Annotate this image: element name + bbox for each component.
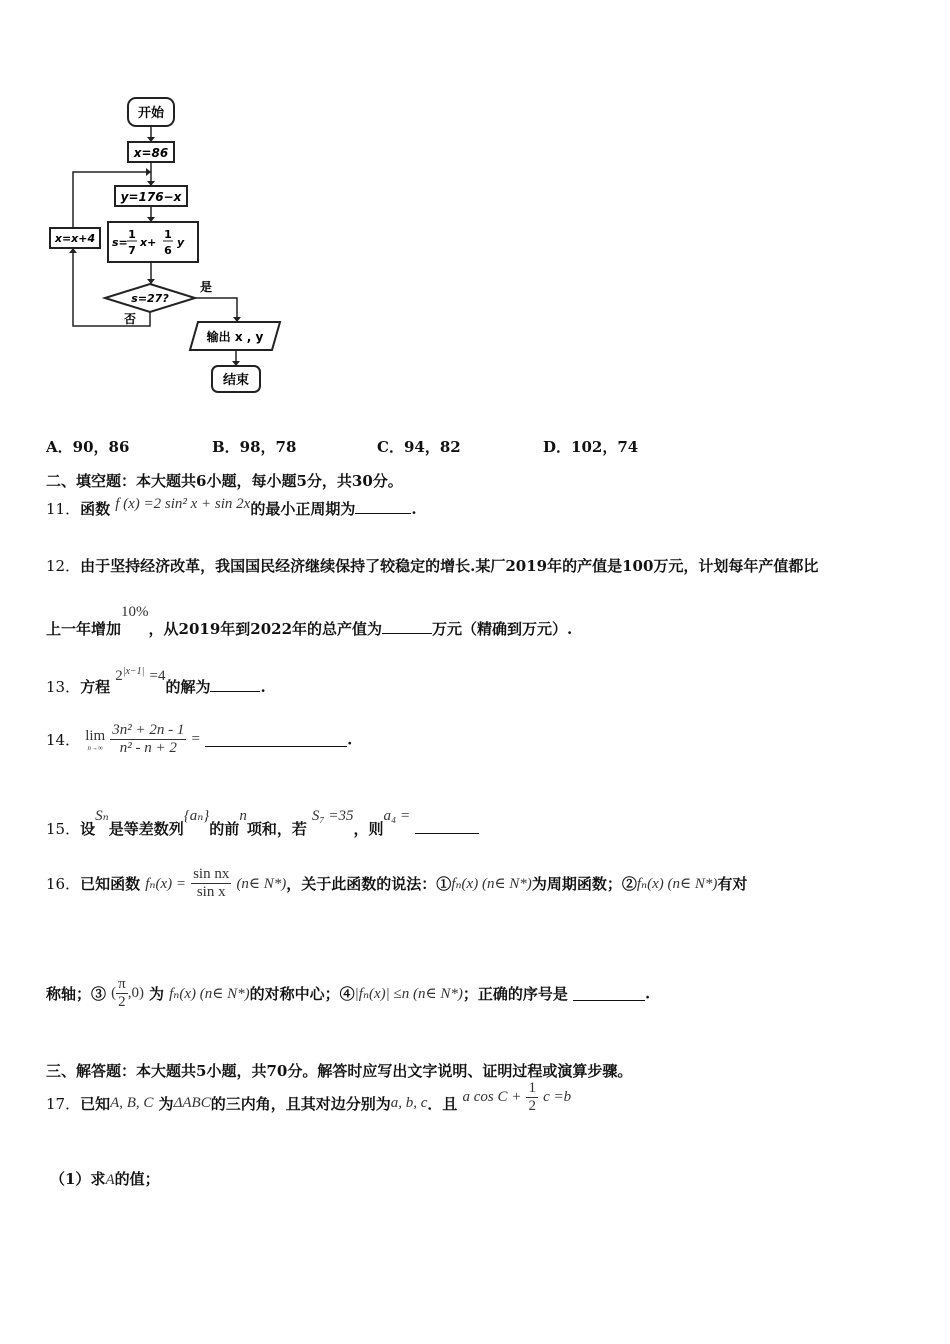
q14-lim: lim — [85, 727, 106, 744]
q16-pt-open: ( — [111, 985, 117, 1001]
q13-pre: 方程 — [80, 678, 111, 696]
q16-s2: fₙ(x) (n∈ N*) — [636, 876, 718, 892]
q17-mid3: ．且 — [427, 1095, 458, 1113]
q16-line2-pre: 称轴；③ — [46, 985, 107, 1003]
question-12-line1 — [46, 555, 818, 576]
choice-a[interactable]: A．90，86 — [46, 438, 130, 456]
choice-b[interactable]: B．98，78 — [212, 438, 297, 456]
flowchart-init-text: x=86 — [133, 146, 169, 160]
q13-post: 的解为 — [165, 678, 211, 696]
q14-denominator: n² - n + 2 — [110, 739, 186, 757]
q13-end: . — [260, 678, 266, 696]
q15-mid1: 是等差数列 — [108, 820, 184, 838]
flowchart-s-tail: y — [177, 236, 185, 249]
flowchart-s-frac1-den: 7 — [128, 244, 136, 257]
q16-point-fraction — [116, 976, 128, 1011]
q13-base: 2 — [115, 668, 123, 684]
q14-numerator: 3n² + 2n - 1 — [112, 722, 185, 738]
section2-heading: 二、填空题：本大题共6小题，每小题5分，共30分。 — [46, 472, 403, 490]
q17-pre: 已知 — [80, 1095, 111, 1113]
q13-eq: =4 — [149, 668, 166, 684]
q17-part1-post: 的值； — [114, 1170, 160, 1188]
flowchart-s-prefix: s= — [112, 236, 128, 249]
q17-sides: a, b, c — [390, 1095, 428, 1111]
q17-abc: A, B, C — [110, 1095, 154, 1111]
q15-pre: 设 — [80, 820, 96, 838]
q16-fraction — [191, 866, 231, 901]
q15-an: {aₙ} — [183, 808, 210, 824]
question-11 — [46, 498, 417, 519]
q16-s1: fₙ(x) (n∈ N*) — [451, 876, 532, 892]
q15-n: n — [239, 808, 247, 824]
q17-eq-pre: a cos C + — [462, 1089, 522, 1105]
q17-part1-var: A — [105, 1172, 115, 1188]
q13-blank[interactable] — [210, 677, 260, 692]
q12-percent: 10% — [121, 604, 149, 620]
question-16-line2 — [46, 976, 650, 1011]
q16-mid3: 有对 — [717, 875, 748, 893]
flowchart-output-text: 输出 x , y — [206, 330, 264, 344]
q17-tri: ΔABC — [173, 1095, 211, 1111]
q15-mid4: ，则 — [353, 820, 384, 838]
q11-blank[interactable] — [355, 499, 411, 514]
q16-mid2: 为周期函数；② — [531, 875, 637, 893]
q16-mid4: 为 — [149, 985, 165, 1003]
q15-mid2: 的前 — [209, 820, 240, 838]
q16-f-den: sin x — [191, 883, 231, 901]
flowchart — [40, 90, 310, 400]
choice-c[interactable]: C．94，82 — [377, 438, 461, 456]
q12-line2-mid: ，从2019年到2022年的总产值为 — [148, 620, 383, 638]
flowchart-condition-text: s=27? — [131, 292, 169, 305]
q15-blank[interactable] — [415, 819, 479, 834]
flowchart-yes-label: 是 — [200, 280, 213, 294]
q15-s7: S₇ =35 — [311, 808, 354, 824]
q16-mid1: ，关于此函数的说法：① — [286, 875, 452, 893]
question-14 — [46, 722, 352, 757]
q17-mid2: 的三内角，且其对边分别为 — [210, 1095, 391, 1113]
q17-eq-den: 2 — [528, 1098, 536, 1114]
q16-pt-den: 2 — [116, 993, 128, 1011]
q14-number: 14． — [46, 731, 81, 749]
q11-post: 的最小正周期为 — [250, 500, 356, 518]
q16-f-num: sin nx — [193, 866, 230, 882]
q14-eq: = — [191, 731, 200, 747]
question-13 — [46, 664, 266, 696]
q17-number: 17． — [46, 1095, 81, 1113]
flowchart-s-frac2-den: 6 — [164, 244, 172, 257]
q12-number: 12． — [46, 557, 81, 575]
q17-mid1: 为 — [158, 1095, 174, 1113]
q16-pt-close: ,0) — [127, 985, 144, 1001]
flowchart-y-text: y=176−x — [120, 190, 182, 204]
q16-pre: 已知函数 — [80, 875, 141, 893]
q14-blank[interactable] — [205, 732, 347, 747]
flowchart-no-label: 否 — [124, 312, 137, 326]
q14-lim-sub: n→∞ — [87, 743, 103, 752]
flowchart-s-frac2-num: 1 — [164, 228, 172, 241]
q17-part1-pre: （1）求 — [50, 1170, 106, 1188]
q16-s4: |fₙ(x)| ≤n (n∈ N*) — [354, 986, 463, 1002]
question-15 — [46, 804, 479, 838]
q16-blank[interactable] — [573, 986, 645, 1001]
flowchart-loop-text: x=x+4 — [54, 232, 96, 245]
question-17 — [46, 1080, 572, 1121]
question-16-line1 — [46, 866, 747, 901]
flowchart-s-mid: x+ — [140, 236, 157, 249]
q15-a4: a₄ = — [383, 808, 411, 824]
q11-formula: f (x) =2 sin² x + sin 2x — [115, 496, 251, 512]
q14-end: . — [347, 730, 353, 749]
q16-number: 16． — [46, 875, 81, 893]
q11-number: 11． — [46, 500, 81, 518]
q16-mid5: 的对称中心；④ — [249, 985, 355, 1003]
q15-number: 15． — [46, 820, 81, 838]
q14-fraction — [110, 722, 186, 757]
q15-mid3: 项和，若 — [246, 820, 307, 838]
question-12-line2 — [46, 600, 573, 638]
q13-number: 13． — [46, 678, 81, 696]
q15-sn: Sₙ — [95, 808, 109, 824]
q16-f-lhs: fₙ(x) = — [145, 876, 186, 892]
section3-heading: 三、解答题：本大题共5小题，共70分。解答时应写出文字说明、证明过程或演算步骤。 — [46, 1062, 633, 1080]
q17-eq-fraction — [526, 1080, 538, 1115]
q12-line2-pre: 上一年增加 — [46, 620, 122, 638]
q17-eq-num: 1 — [528, 1080, 536, 1096]
question-17-part1 — [50, 1168, 160, 1189]
q16-f-dom: (n∈ N*) — [236, 876, 287, 892]
q12-line1: 由于坚持经济改革，我国国民经济继续保持了较稳定的增长.某厂2019年的产值是100万元，计划每年产值都比 — [80, 557, 819, 575]
flowchart-start-text: 开始 — [137, 106, 165, 121]
q17-eq-post: c =b — [543, 1089, 572, 1105]
q13-exp: |x−1| — [122, 666, 145, 677]
q16-s3: fₙ(x) (n∈ N*) — [169, 986, 250, 1002]
q16-pt-num: π — [118, 976, 126, 992]
q16-end: . — [645, 984, 651, 1003]
q16-mid6: ；正确的序号是 — [462, 985, 568, 1003]
flowchart-s-frac1-num: 1 — [128, 228, 136, 241]
q11-pre: 函数 — [80, 500, 111, 518]
q11-end: . — [411, 500, 417, 518]
q12-line2-post: 万元（精确到万元）. — [432, 620, 573, 638]
q12-blank[interactable] — [382, 619, 432, 634]
choice-d[interactable]: D．102，74 — [543, 438, 639, 456]
flowchart-end-text: 结束 — [222, 373, 250, 388]
